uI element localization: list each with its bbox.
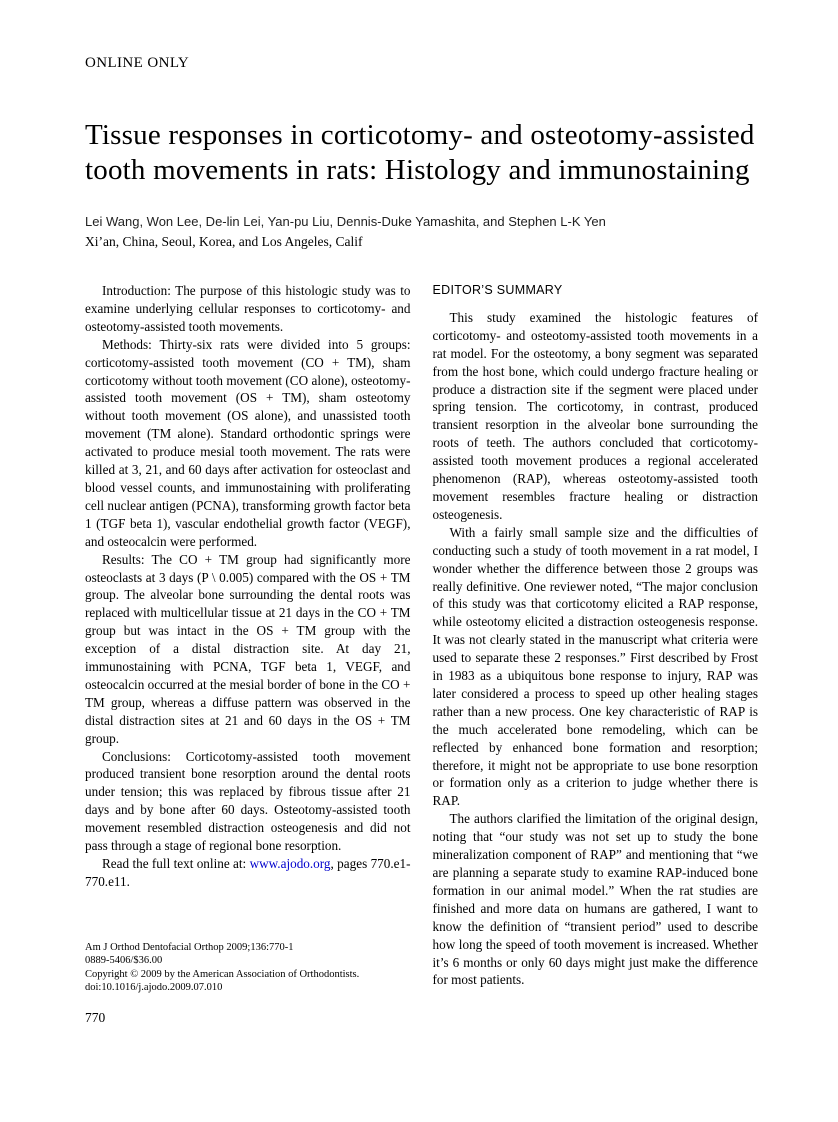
citation-block xyxy=(85,941,411,995)
affiliations-line: Xi’an, China, Seoul, Korea, and Los Angeles, Calif xyxy=(85,234,363,249)
abstract-column xyxy=(85,282,411,1027)
two-column-body xyxy=(85,282,758,1027)
read-online-suffix: , pages 770.e1-770.e11. xyxy=(85,856,411,889)
abstract-paragraph-introduction: Introduction: The purpose of this histologic study was to examine underlying cellular responses to corticotomy- and osteotomy-assisted tooth movements. xyxy=(85,283,411,334)
editors-summary-paragraph: The authors clarified the limitation of the original design, noting that “our study was not set up to study the bone mineralization component of RAP” and mentioning that “we are planning a separate study to examine RAP-induced bone formation in our animal model.” When the rat studies are finished and more data on humans are gathered, I want to know the definition of “transient period” used to describe how long the speed of tooth movement is increased. Whether it’s 6 months or only 60 days might just make the difference for most patients. xyxy=(432,811,758,988)
abstract-paragraph-conclusions: Conclusions: Corticotomy-assisted tooth movement produced transient bone resorption around the dental roots under tension; this was replaced by fibrous tissue after 21 days and by bone after 60 days. Osteotomy-assisted tooth movement resembled distraction osteogenesis and did not pass through a stage of regional bone resorption. xyxy=(85,748,411,854)
online-only-label: ONLINE ONLY xyxy=(85,55,190,71)
editors-summary-heading: EDITOR’S SUMMARY xyxy=(432,283,563,297)
editors-summary-paragraph: With a fairly small sample size and the difficulties of conducting such a study of tooth movement in a rat model, I wonder whether the difference between those 2 groups was really definitive. One reviewer noted, “The major conclusion of this study was that corticotomy elicited a RAP response, while osteotomy elicited a distraction osteogenesis response. It was not clearly stated in the manuscript what criteria were used to separate these 2 responses.” First described by Frost in 1983 as a ubiquitous bone response to injury, RAP was later considered a process to speed up other healing stages rather than a new process. One key characteristic of RAP is the much accelerated bone remodeling, which can be reflected by enhanced bone formation and resorption; therefore, it might not be appropriate to use bone resorption or formation only as a criterion to judge whether there is RAP. xyxy=(432,524,758,809)
editors-summary-paragraph: This study examined the histologic features of corticotomy- and osteotomy-assisted tooth movements in a rat model. For the osteotomy, a bony segment was separated from the host bone, which could undergo fracture healing or produce a distraction site if the segment were placed under spring tension. The corticotomy, in contrast, produced transient resorption in the alveolar bone surrounding the roots of teeth. The authors concluded that corticotomy-assisted tooth movement produces a regional accelerated phenomenon (RAP), whereas osteotomy-assisted tooth movement resembles fracture healing or distraction osteogenesis. xyxy=(432,309,758,522)
citation-journal-line: Am J Orthod Dentofacial Orthop 2009;136:770-1 xyxy=(85,941,294,953)
read-online-prefix: Read the full text online at: xyxy=(102,856,250,871)
ajodo-link[interactable]: www.ajodo.org xyxy=(249,856,331,871)
read-online-paragraph xyxy=(85,855,411,891)
abstract-paragraph-methods: Methods: Thirty-six rats were divided into 5 groups: corticotomy-assisted tooth movement (CO + TM), sham corticotomy without tooth movement (CO alone), osteotomy-assisted tooth movement (OS + TM), sham osteotomy without tooth movement (OS alone), and unassisted tooth movement (TM alone). Standard orthodontic springs were activated to produce mesial tooth movement. The rats were killed at 3, 21, and 60 days after activation for osteoclast and blood vessel counts, and immunostaining with proliferating cell nuclear antigen (PCNA), transforming growth factor beta 1 (TGF beta 1), vascular endothelial growth factor (VEGF), and osteocalcin were performed. xyxy=(85,336,411,549)
page-number: 770 xyxy=(85,1009,106,1025)
authors-line: Lei Wang, Won Lee, De-lin Lei, Yan-pu Liu, Dennis-Duke Yamashita, and Stephen L-K Yen xyxy=(85,214,606,229)
citation-copyright-line: Copyright © 2009 by the American Association of Orthodontists. xyxy=(85,968,360,980)
citation-doi-line: doi:10.1016/j.ajodo.2009.07.010 xyxy=(85,982,223,994)
citation-issn-line: 0889-5406/$36.00 xyxy=(85,955,163,967)
editors-summary-column xyxy=(433,282,759,1027)
article-title: Tissue responses in corticotomy- and osteotomy-assisted tooth movements in rats: Histology and immunostaining xyxy=(85,119,755,186)
abstract-paragraph-results: Results: The CO + TM group had significantly more osteoclasts at 3 days (P \ 0.005) compared with the OS + TM group. The alveolar bone surrounding the dental roots was replaced with multicellular tissue at 21 days in the CO + TM group but was intact in the OS + TM group with the exception of a distal distraction site. At day 21, immunostaining with PCNA, TGF beta 1, VEGF, and osteocalcin occurred at the mesial border of bone in the CO + TM group, whereas a diffuse pattern was observed in the distal distraction sites at 21 and 60 days in the OS + TM group. xyxy=(85,551,411,746)
